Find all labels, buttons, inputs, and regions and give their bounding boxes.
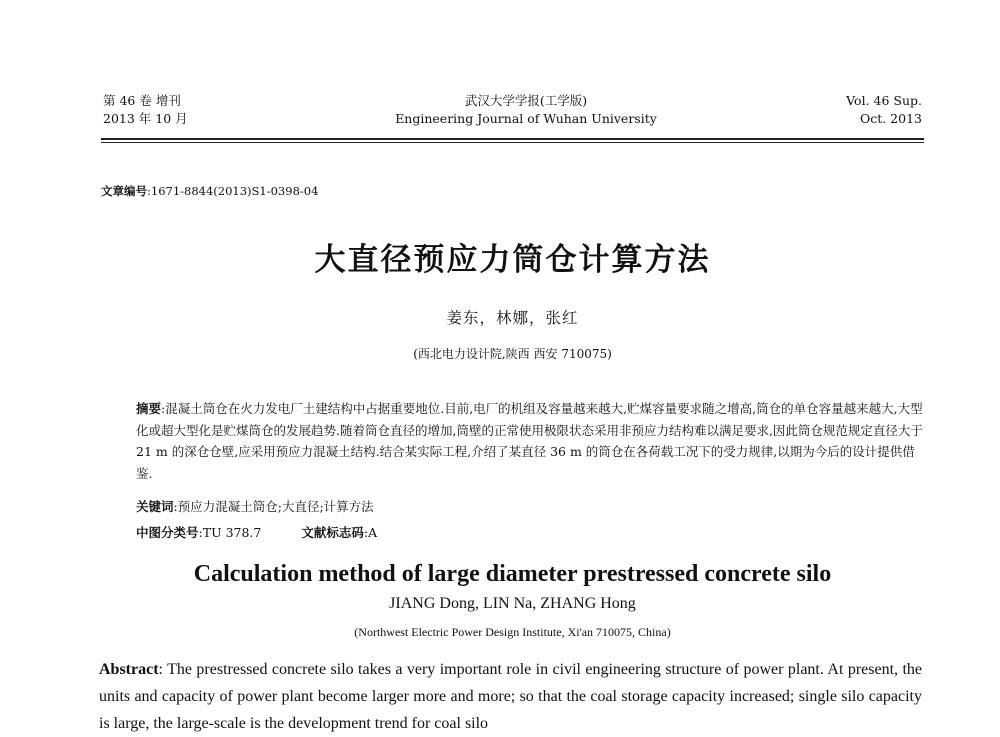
abstract-en-text: : The prestressed concrete silo takes a very important role in civil engineering structure of power plant. At present, the units and capacity of power plant become larger more and more; so that the coal storage capacity increased; single silo capacity is large, the large-scale is the development trend for coal silo [99,661,922,732]
date-en: Oct. 2013 [859,111,922,126]
header-left [103,92,188,128]
header-center [300,92,752,128]
title-cn: 大直径预应力筒仓计算方法 [314,242,711,278]
authors-cn: 姜东，林娜，张红 [446,309,579,327]
article-number-value: :1671-8844(2013)S1-0398-04 [147,184,319,198]
keywords [136,497,374,515]
abstract-cn-label: 摘要 [136,401,162,416]
title-en: Calculation method of large diameter prestressed concrete silo [193,561,832,587]
article-number [101,183,318,199]
affiliation-en: (Northwest Electric Power Design Institute, Xi'an 710075, China) [354,625,671,639]
doc-code-label: 文献标志码 [301,525,364,540]
journal-name-en: Engineering Journal of Wuhan University [395,111,657,126]
abstract-cn [136,398,926,484]
keywords-label: 关键词 [136,499,174,514]
authors-en: JIANG Dong, LIN Na, ZHANG Hong [389,595,636,612]
affiliation-cn: (西北电力设计院,陕西 西安 710075) [413,347,612,361]
article-number-label: 文章编号 [101,184,147,198]
doc-code-value: :A [363,525,378,540]
volume-cn: 第 46 卷 增刊 [103,93,181,108]
journal-name-cn: 武汉大学学报(工学版) [464,93,588,108]
abstract-en [99,656,922,737]
abstract-en-label: Abstract [99,661,159,678]
date-cn: 2013 年 10 月 [103,111,188,126]
clc-value: :TU 378.7 [198,525,262,540]
keywords-text: :预应力混凝土筒仓;大直径;计算方法 [173,499,374,514]
classification [136,523,377,541]
clc-label: 中图分类号 [136,525,199,540]
header-rule-thick [101,138,924,140]
abstract-cn-text: :混凝土筒仓在火力发电厂土建结构中占据重要地位.目前,电厂的机组及容量越来越大,贮煤容量要求随之增高,筒仓的单仓容量越来越大,大型化或超大型化是贮煤筒仓的发展趋势.随着筒仓直径的增加,筒壁的正常使用极限状态采用非预应力结构难以满足要求,因此筒仓规范规定直径大于 21 m 的深仓仓壁,应采用预应力混凝土结构.结合某实际工程,介绍了某直径 36 m 的筒仓在各荷载工况下的受力规律,以期为今后的设计提供借鉴. [136,401,923,481]
header-right [846,92,922,128]
header-rule-thin [101,142,924,143]
volume-en: Vol. 46 Sup. [846,93,922,108]
